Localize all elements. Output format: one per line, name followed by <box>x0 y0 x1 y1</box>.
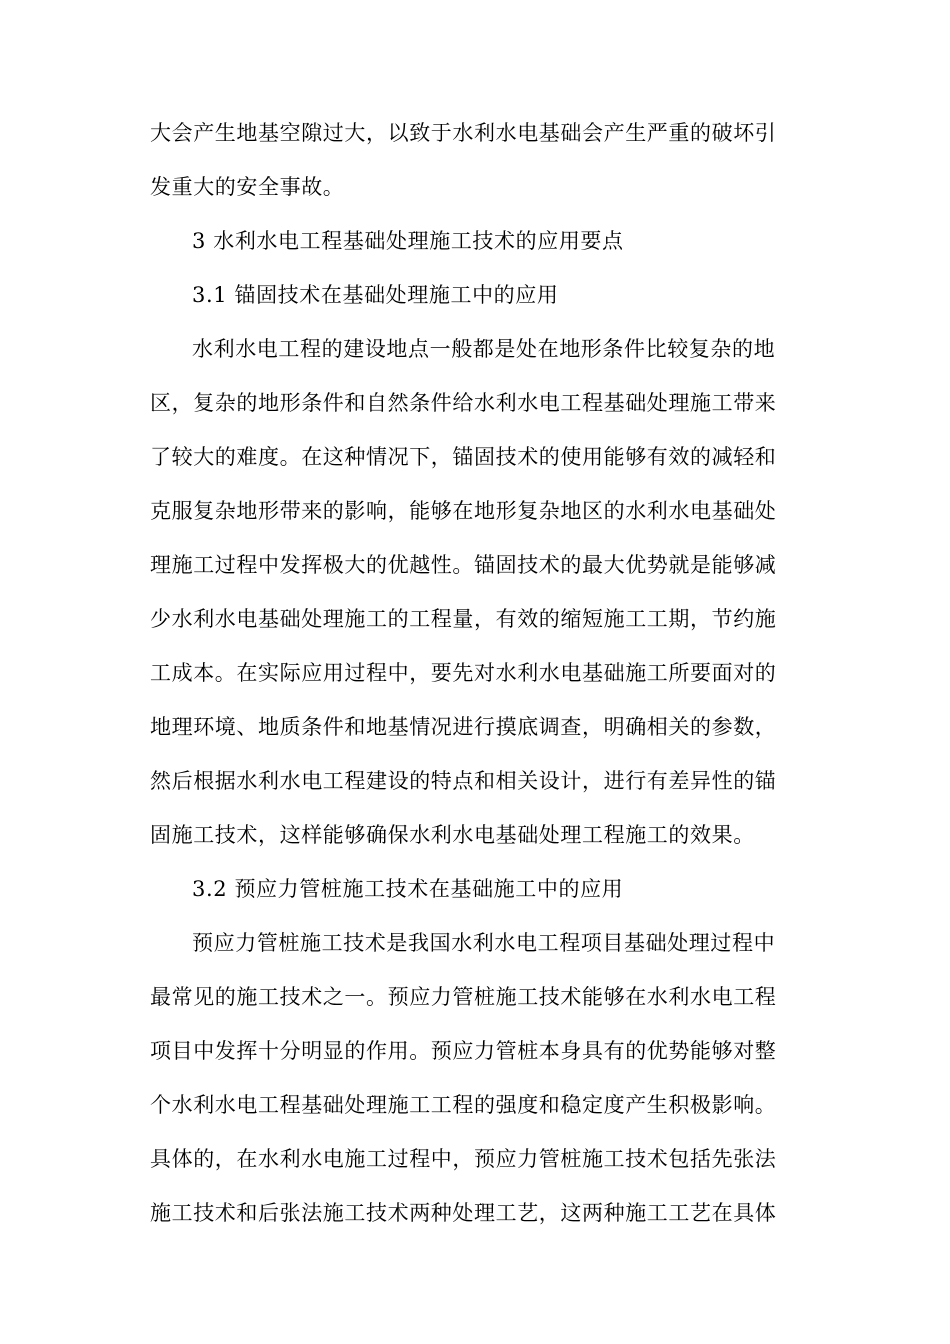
body-text-line: 工成本。在实际应用过程中，要先对水利水电基础施工所要面对的 <box>150 661 777 685</box>
body-text-line: 项目中发挥十分明显的作用。预应力管桩本身具有的优势能够对整 <box>150 1039 777 1063</box>
body-text-line: 预应力管桩施工技术是我国水利水电工程项目基础处理过程中 <box>192 931 776 955</box>
body-text-line: 施工技术和后张法施工技术两种处理工艺，这两种施工工艺在具体 <box>150 1201 777 1225</box>
section-heading: 3 水利水电工程基础处理施工技术的应用要点 <box>192 229 624 253</box>
body-text-line: 固施工技术，这样能够确保水利水电基础处理工程施工的效果。 <box>150 823 755 847</box>
body-text-line: 了较大的难度。在这种情况下，锚固技术的使用能够有效的减轻和 <box>150 445 777 469</box>
body-text-line: 水利水电工程的建设地点一般都是处在地形条件比较复杂的地 <box>192 337 776 361</box>
body-text-line: 大会产生地基空隙过大，以致于水利水电基础会产生严重的破坏引 <box>150 121 777 145</box>
body-text-line: 发重大的安全事故。 <box>150 175 345 199</box>
subsection-heading: 3.2 预应力管桩施工技术在基础施工中的应用 <box>192 877 624 901</box>
body-text-line: 克服复杂地形带来的影响，能够在地形复杂地区的水利水电基础处 <box>150 499 777 523</box>
body-text-line: 个水利水电工程基础处理施工工程的强度和稳定度产生积极影响。 <box>150 1093 777 1117</box>
body-text-line: 少水利水电基础处理施工的工程量，有效的缩短施工工期，节约施 <box>150 607 777 631</box>
body-text-line: 地理环境、地质条件和地基情况进行摸底调查，明确相关的参数， <box>150 715 777 739</box>
body-text-line: 具体的，在水利水电施工过程中，预应力管桩施工技术包括先张法 <box>150 1147 777 1171</box>
body-text-line: 然后根据水利水电工程建设的特点和相关设计，进行有差异性的锚 <box>150 769 777 793</box>
body-text-line: 最常见的施工技术之一。预应力管桩施工技术能够在水利水电工程 <box>150 985 777 1009</box>
body-text-line: 理施工过程中发挥极大的优越性。锚固技术的最大优势就是能够减 <box>150 553 777 577</box>
body-text-line: 区，复杂的地形条件和自然条件给水利水电工程基础处理施工带来 <box>150 391 777 415</box>
subsection-heading: 3.1 锚固技术在基础处理施工中的应用 <box>192 283 559 307</box>
